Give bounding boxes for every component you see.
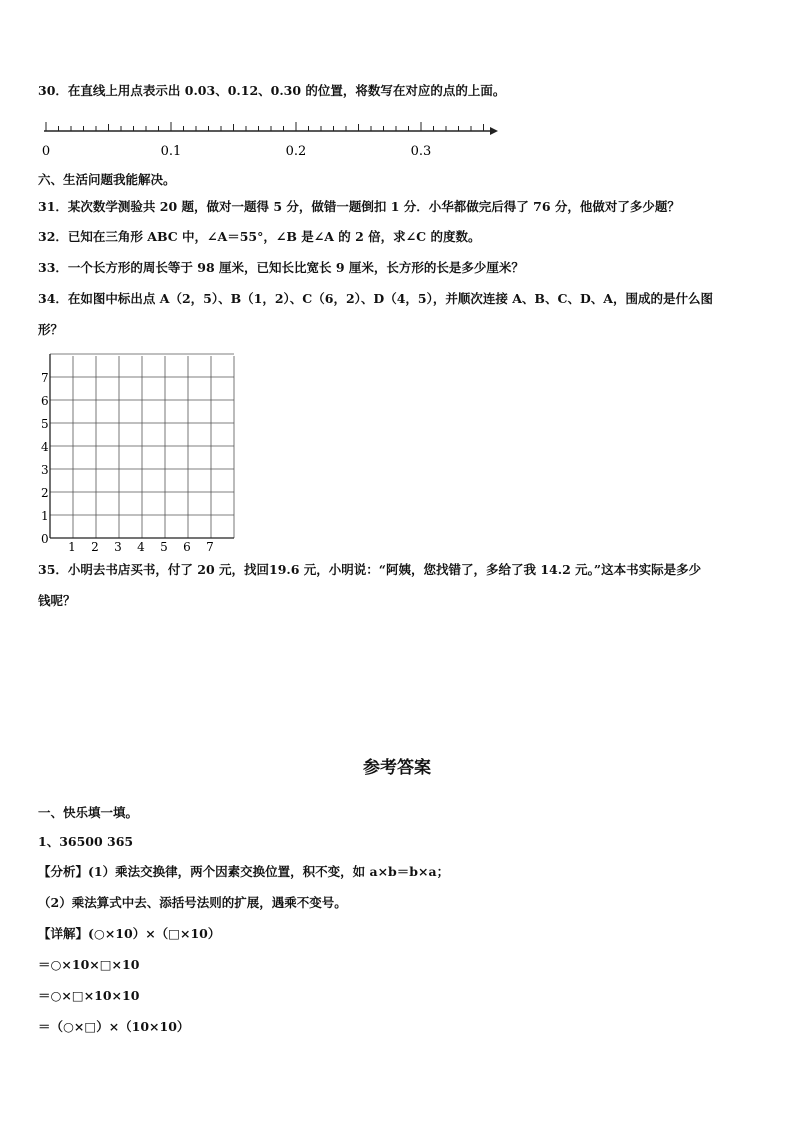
number-line-ticks: [46, 122, 484, 131]
question-33: 33．一个长方形的周长等于 98 厘米，已知长比宽长 9 厘米，长方形的长是多少厘米？: [38, 260, 524, 275]
grid-x-label: 6: [183, 540, 191, 554]
grid-y-label: 0: [41, 532, 49, 546]
number-line-arrow: [490, 127, 498, 135]
number-line-label-0.3: 0.3: [410, 144, 432, 159]
question-30: 30．在直线上用点表示出 0.03、0.12、0.30 的位置，将数写在对应的点的上面。: [38, 83, 506, 98]
answers-section-1: 一、快乐填一填。: [38, 805, 139, 820]
answer-1-detail-1: 【详解】(○×10）×（□×10）: [38, 926, 221, 941]
answer-1-detail-2: ＝○×10×□×10: [38, 957, 140, 972]
grid-y-label: 3: [41, 463, 49, 477]
answer-1-analysis-2: （2）乘法算式中去、添括号法则的扩展，遇乘不变号。: [38, 895, 347, 910]
section-6-heading: 六、生活问题我能解决。: [38, 172, 176, 187]
grid-y-label: 5: [41, 417, 49, 431]
grid-x-label: 4: [137, 540, 145, 554]
question-35-line1: 35．小明去书店买书，付了 20 元，找回19.6 元，小明说：“阿姨，您找错了，多给了我 14.2 元。”这本书实际是多少: [38, 562, 702, 577]
grid-x-label: 5: [160, 540, 168, 554]
grid-y-label: 6: [41, 394, 49, 408]
grid-y-label: 1: [41, 509, 49, 523]
question-34-line2: 形？: [38, 322, 64, 337]
number-line-label-0.2: 0.2: [285, 144, 307, 159]
number-line: [38, 117, 508, 161]
grid-x-label: 3: [114, 540, 122, 554]
grid-x-label: 1: [68, 540, 76, 554]
grid-lines: [50, 354, 234, 538]
coordinate-grid: [36, 350, 242, 554]
grid-x-label: 2: [91, 540, 99, 554]
grid-x-label: 7: [206, 540, 214, 554]
answer-1-head: 1、36500 365: [38, 834, 134, 849]
question-32: 32．已知在三角形 ABC 中，∠A＝55°，∠B 是∠A 的 2 倍，求∠C 的度数。: [38, 229, 481, 244]
answer-1-analysis-1: 【分析】(1）乘法交换律，两个因素交换位置，积不变，如 a×b＝b×a；: [38, 864, 450, 879]
grid-y-label: 2: [41, 486, 49, 500]
answers-title: 参考答案: [363, 758, 431, 778]
grid-y-label: 7: [41, 371, 49, 385]
answer-1-detail-3: ＝○×□×10×10: [38, 988, 140, 1003]
number-line-label-0.1: 0.1: [160, 144, 182, 159]
question-34-line1: 34．在如图中标出点 A（2，5）、B（1，2）、C（6，2）、D（4，5），并顺次连接 A、B、C、D、A，围成的是什么图: [38, 291, 713, 306]
question-31: 31．某次数学测验共 20 题，做对一题得 5 分，做错一题倒扣 1 分．小华都做完后得了 76 分，他做对了多少题？: [38, 199, 680, 214]
grid-y-label: 4: [41, 440, 49, 454]
number-line-label-0: 0: [41, 144, 51, 159]
answer-1-detail-4: ＝（○×□）×（10×10）: [38, 1019, 190, 1034]
question-35-line2: 钱呢？: [38, 593, 76, 608]
